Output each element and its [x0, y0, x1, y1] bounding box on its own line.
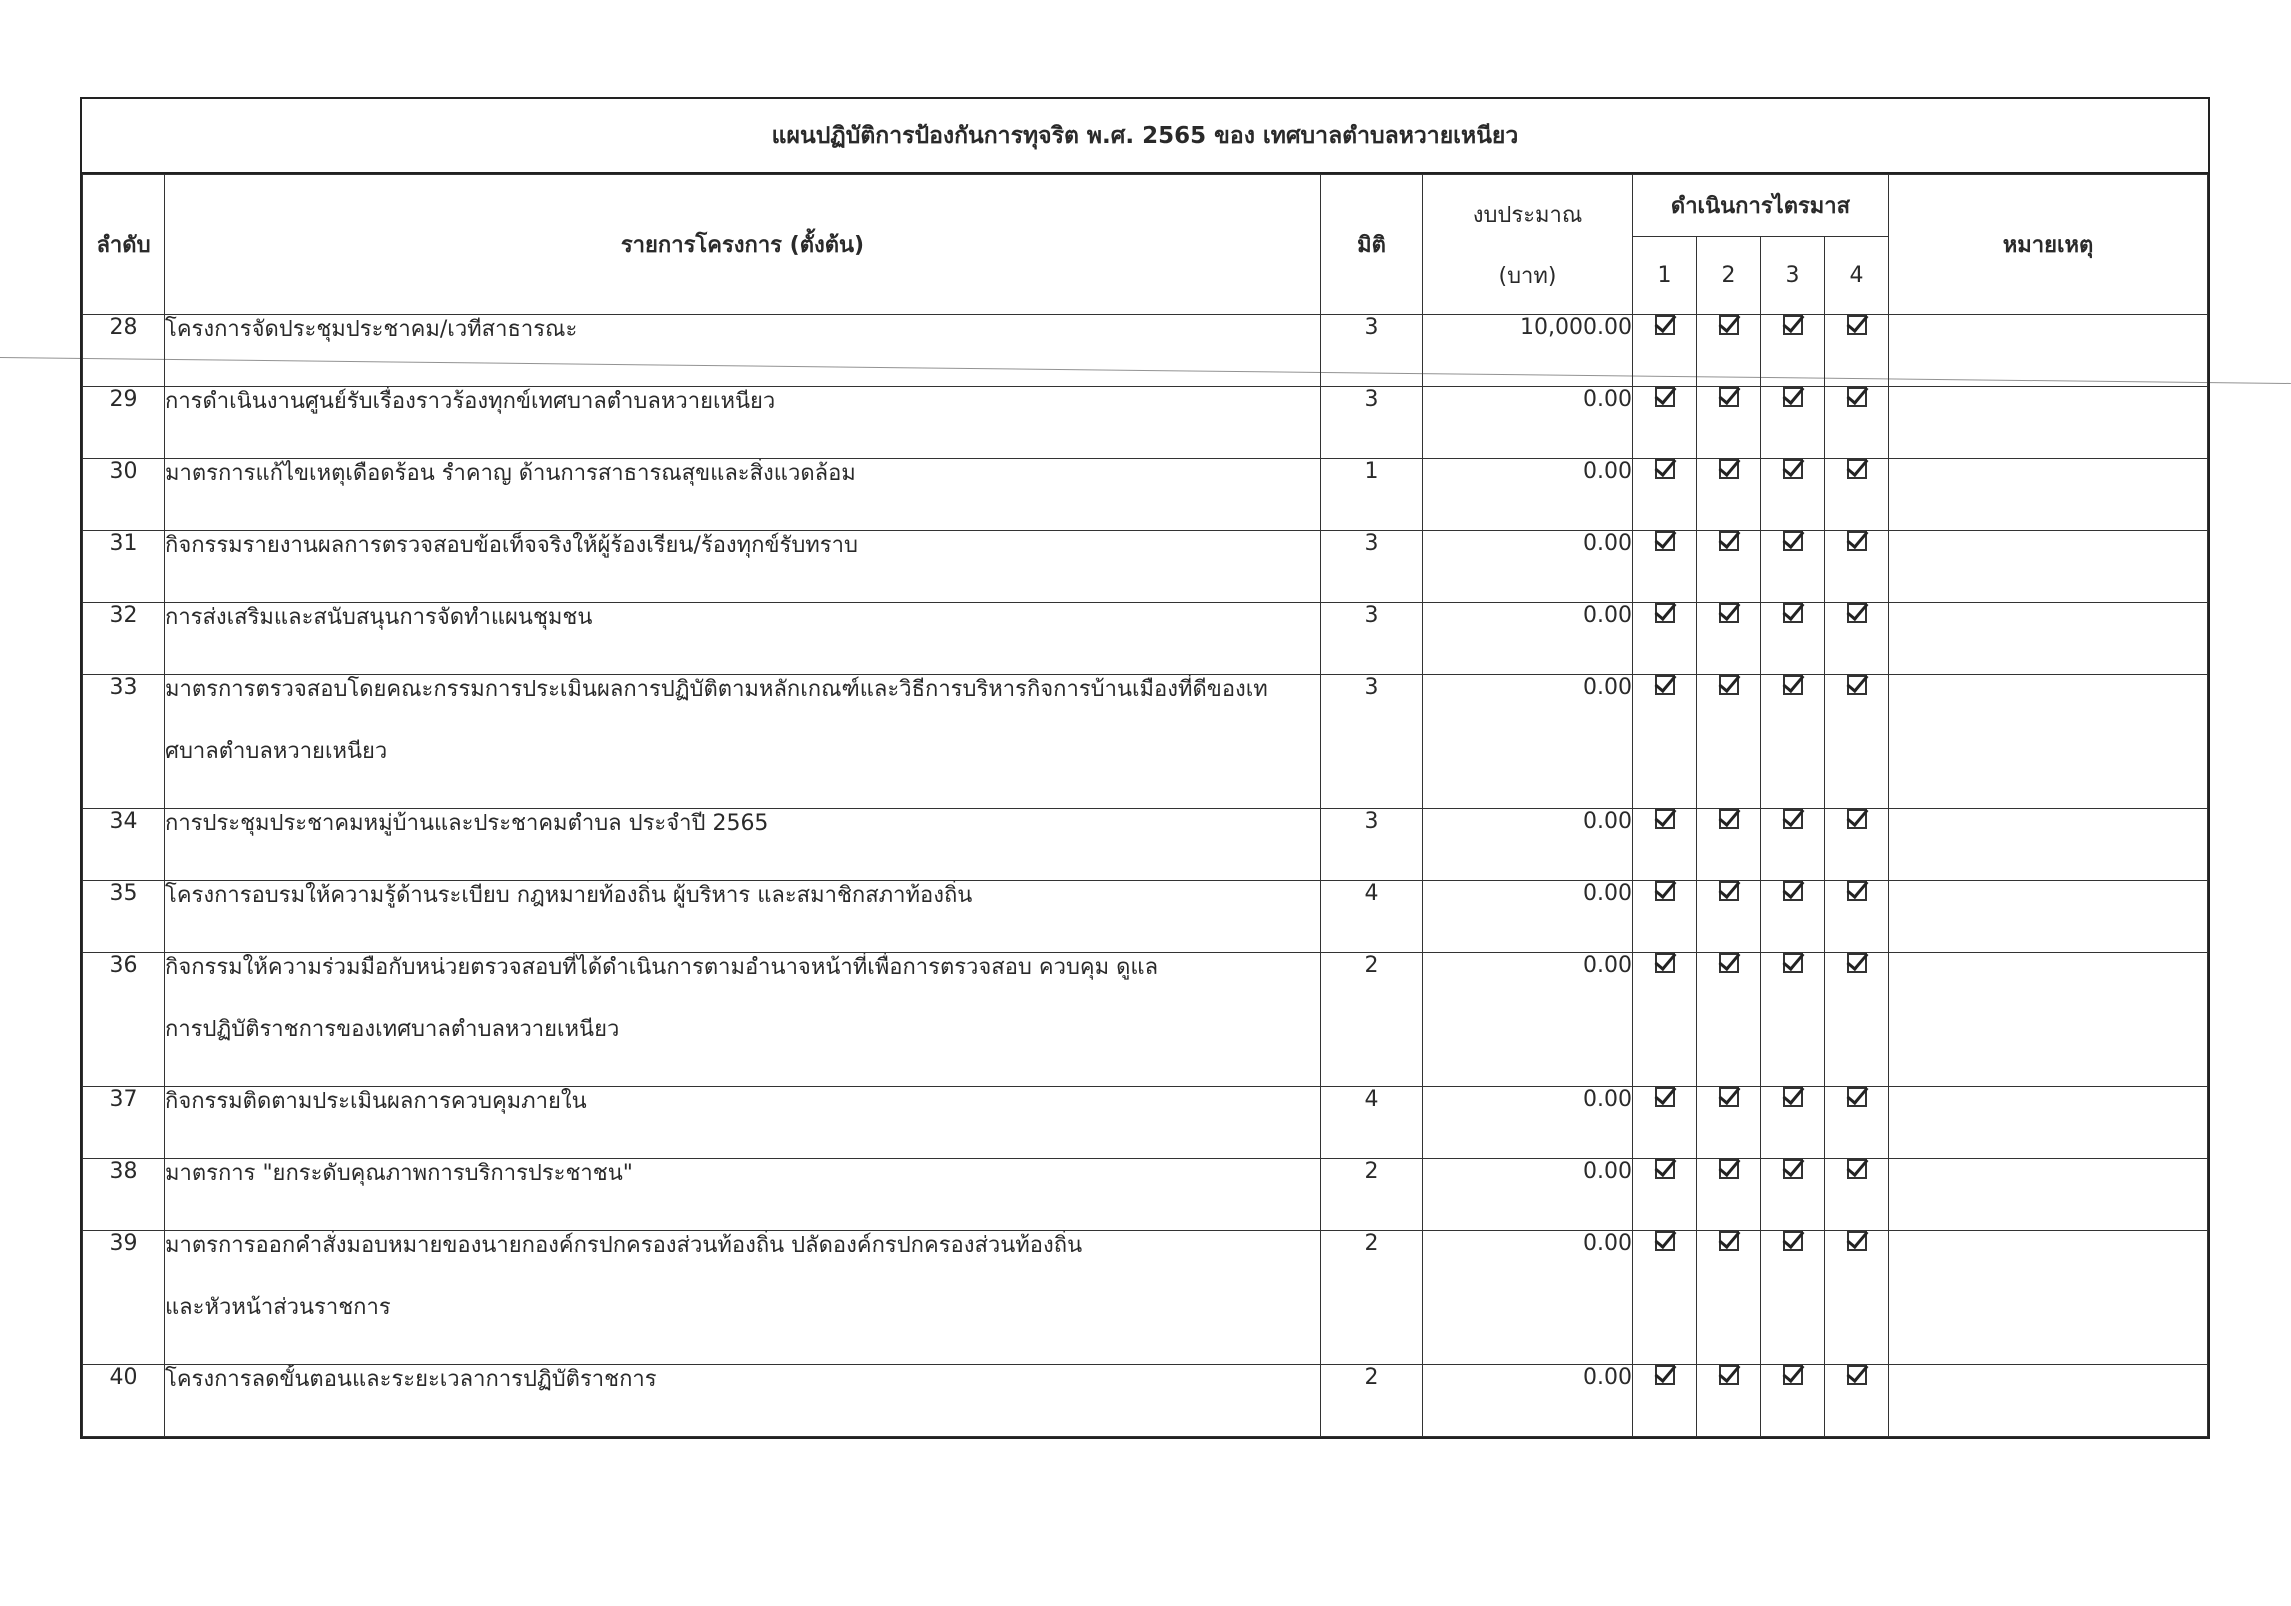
row-number: 28: [83, 315, 165, 387]
project-name-line: มาตรการ "ยกระดับคุณภาพการบริการประชาชน": [165, 1161, 633, 1186]
checked-box-icon: [1847, 1365, 1867, 1385]
row-number: 34: [83, 809, 165, 881]
remarks-cell: [1889, 459, 2208, 531]
table-row: [83, 809, 2208, 881]
quarter-2-status: [1697, 809, 1761, 881]
quarter-2-status: [1697, 953, 1761, 1087]
table-row: [83, 1159, 2208, 1231]
quarter-2-status: [1697, 1159, 1761, 1231]
checked-box-icon: [1719, 809, 1739, 829]
dimension-value: 2: [1321, 1365, 1423, 1437]
project-name: [165, 1365, 1321, 1437]
checked-box-icon: [1655, 809, 1675, 829]
checked-box-icon: [1719, 1159, 1739, 1179]
remarks-cell: [1889, 603, 2208, 675]
project-name-line: โครงการจัดประชุมประชาคม/เวทีสาธารณะ: [165, 317, 578, 342]
header-order: ลำดับ: [83, 175, 165, 315]
checked-box-icon: [1783, 675, 1803, 695]
checked-box-icon: [1847, 1159, 1867, 1179]
budget-value: 0.00: [1423, 603, 1633, 675]
quarter-4-status: [1825, 1365, 1889, 1437]
quarter-3-status: [1761, 531, 1825, 603]
checked-box-icon: [1655, 459, 1675, 479]
checked-box-icon: [1655, 531, 1675, 551]
header-quarter-group: ดำเนินการไตรมาส: [1633, 175, 1889, 237]
row-number: 32: [83, 603, 165, 675]
project-name-line: โครงการอบรมให้ความรู้ด้านระเบียบ กฎหมายท้องถิ่น ผู้บริหาร และสมาชิกสภาท้องถิ่น: [165, 883, 973, 908]
project-name: [165, 603, 1321, 675]
checked-box-icon: [1719, 459, 1739, 479]
budget-value: 0.00: [1423, 953, 1633, 1087]
checked-box-icon: [1847, 1087, 1867, 1107]
project-name: [165, 1087, 1321, 1159]
row-number: 31: [83, 531, 165, 603]
header-budget-line2: (บาท): [1498, 263, 1557, 289]
row-number: 38: [83, 1159, 165, 1231]
checked-box-icon: [1655, 1365, 1675, 1385]
quarter-4-status: [1825, 675, 1889, 809]
dimension-value: 2: [1321, 953, 1423, 1087]
checked-box-icon: [1719, 953, 1739, 973]
quarter-2-status: [1697, 1365, 1761, 1437]
checked-box-icon: [1655, 881, 1675, 901]
dimension-value: 3: [1321, 315, 1423, 387]
table-row: [83, 315, 2208, 387]
project-name-line: การส่งเสริมและสนับสนุนการจัดทำแผนชุมชน: [165, 605, 593, 630]
checked-box-icon: [1655, 675, 1675, 695]
checked-box-icon: [1847, 675, 1867, 695]
table-row: [83, 881, 2208, 953]
row-number: 29: [83, 387, 165, 459]
project-name: [165, 387, 1321, 459]
quarter-3-status: [1761, 387, 1825, 459]
table-row: [83, 603, 2208, 675]
budget-value: 0.00: [1423, 675, 1633, 809]
budget-value: 0.00: [1423, 1231, 1633, 1365]
quarter-1-status: [1633, 603, 1697, 675]
quarter-1-status: [1633, 459, 1697, 531]
checked-box-icon: [1719, 603, 1739, 623]
dimension-value: 3: [1321, 809, 1423, 881]
remarks-cell: [1889, 953, 2208, 1087]
row-number: 40: [83, 1365, 165, 1437]
quarter-3-status: [1761, 1231, 1825, 1365]
quarter-2-status: [1697, 881, 1761, 953]
remarks-cell: [1889, 1087, 2208, 1159]
quarter-4-status: [1825, 1159, 1889, 1231]
project-name-line: กิจกรรมติดตามประเมินผลการควบคุมภายใน: [165, 1089, 587, 1114]
project-name: [165, 1159, 1321, 1231]
checked-box-icon: [1783, 953, 1803, 973]
row-number: 35: [83, 881, 165, 953]
remarks-cell: [1889, 1365, 2208, 1437]
checked-box-icon: [1655, 603, 1675, 623]
checked-box-icon: [1655, 1159, 1675, 1179]
quarter-1-status: [1633, 1365, 1697, 1437]
quarter-2-status: [1697, 459, 1761, 531]
budget-value: 0.00: [1423, 1365, 1633, 1437]
quarter-1-status: [1633, 1159, 1697, 1231]
project-name-line: กิจกรรมรายงานผลการตรวจสอบข้อเท็จจริงให้ผู้ร้องเรียน/ร้องทุกข์รับทราบ: [165, 533, 858, 558]
checked-box-icon: [1719, 1231, 1739, 1251]
checked-box-icon: [1847, 1231, 1867, 1251]
checked-box-icon: [1719, 531, 1739, 551]
budget-value: 0.00: [1423, 387, 1633, 459]
plan-table-container: [80, 97, 2210, 1439]
project-name: [165, 675, 1321, 809]
quarter-1-status: [1633, 1087, 1697, 1159]
remarks-cell: [1889, 1159, 2208, 1231]
remarks-cell: [1889, 315, 2208, 387]
checked-box-icon: [1783, 603, 1803, 623]
checked-box-icon: [1719, 1365, 1739, 1385]
quarter-1-status: [1633, 675, 1697, 809]
project-name-line: มาตรการออกคำสั่งมอบหมายของนายกองค์กรปกครองส่วนท้องถิ่น ปลัดองค์กรปกครองส่วนท้องถิ่น: [165, 1233, 1083, 1258]
header-quarter-1: 1: [1633, 237, 1697, 315]
quarter-4-status: [1825, 953, 1889, 1087]
project-name-line: การดำเนินงานศูนย์รับเรื่องราวร้องทุกข์เทศบาลตำบลหวายเหนียว: [165, 389, 776, 414]
project-name-line: ศบาลตำบลหวายเหนียว: [165, 739, 388, 764]
checked-box-icon: [1719, 315, 1739, 335]
quarter-1-status: [1633, 953, 1697, 1087]
table-row: [83, 531, 2208, 603]
quarter-3-status: [1761, 953, 1825, 1087]
row-number: 37: [83, 1087, 165, 1159]
budget-value: 0.00: [1423, 1159, 1633, 1231]
remarks-cell: [1889, 809, 2208, 881]
row-number: 36: [83, 953, 165, 1087]
quarter-4-status: [1825, 603, 1889, 675]
checked-box-icon: [1847, 531, 1867, 551]
project-name-line: การปฏิบัติราชการของเทศบาลตำบลหวายเหนียว: [165, 1017, 620, 1042]
checked-box-icon: [1847, 603, 1867, 623]
project-name: [165, 315, 1321, 387]
table-row: [83, 1365, 2208, 1437]
quarter-3-status: [1761, 1087, 1825, 1159]
budget-value: 0.00: [1423, 531, 1633, 603]
header-remarks: หมายเหตุ: [1889, 175, 2208, 315]
quarter-3-status: [1761, 1365, 1825, 1437]
budget-value: 0.00: [1423, 881, 1633, 953]
project-name: [165, 459, 1321, 531]
checked-box-icon: [1783, 459, 1803, 479]
project-name: [165, 953, 1321, 1087]
quarter-3-status: [1761, 315, 1825, 387]
quarter-1-status: [1633, 1231, 1697, 1365]
remarks-cell: [1889, 675, 2208, 809]
quarter-4-status: [1825, 1231, 1889, 1365]
dimension-value: 3: [1321, 531, 1423, 603]
quarter-1-status: [1633, 881, 1697, 953]
dimension-value: 4: [1321, 1087, 1423, 1159]
quarter-2-status: [1697, 315, 1761, 387]
header-dimension: มิติ: [1321, 175, 1423, 315]
table-row: [83, 1231, 2208, 1365]
dimension-value: 3: [1321, 675, 1423, 809]
dimension-value: 2: [1321, 1231, 1423, 1365]
dimension-value: 3: [1321, 387, 1423, 459]
quarter-2-status: [1697, 1087, 1761, 1159]
dimension-value: 3: [1321, 603, 1423, 675]
project-name-line: การประชุมประชาคมหมู่บ้านและประชาคมตำบล ประจำปี 2565: [165, 811, 769, 836]
quarter-2-status: [1697, 1231, 1761, 1365]
header-quarter-4: 4: [1825, 237, 1889, 315]
checked-box-icon: [1783, 809, 1803, 829]
checked-box-icon: [1847, 809, 1867, 829]
quarter-4-status: [1825, 315, 1889, 387]
project-name-line: กิจกรรมให้ความร่วมมือกับหน่วยตรวจสอบที่ได้ดำเนินการตามอำนาจหน้าที่เพื่อการตรวจสอบ ควบคุม ดูแล: [165, 955, 1159, 980]
checked-box-icon: [1719, 1087, 1739, 1107]
remarks-cell: [1889, 531, 2208, 603]
checked-box-icon: [1847, 459, 1867, 479]
header-budget-line1: งบประมาณ: [1472, 202, 1583, 228]
header-project: รายการโครงการ (ตั้งต้น): [165, 175, 1321, 315]
project-name: [165, 881, 1321, 953]
row-number: 30: [83, 459, 165, 531]
checked-box-icon: [1655, 953, 1675, 973]
quarter-4-status: [1825, 459, 1889, 531]
checked-box-icon: [1847, 881, 1867, 901]
quarter-3-status: [1761, 1159, 1825, 1231]
checked-box-icon: [1847, 387, 1867, 407]
checked-box-icon: [1783, 1365, 1803, 1385]
header-budget: [1423, 175, 1633, 315]
checked-box-icon: [1655, 1087, 1675, 1107]
table-row: [83, 953, 2208, 1087]
budget-value: 10,000.00: [1423, 315, 1633, 387]
quarter-1-status: [1633, 809, 1697, 881]
quarter-4-status: [1825, 531, 1889, 603]
checked-box-icon: [1847, 953, 1867, 973]
quarter-4-status: [1825, 387, 1889, 459]
table-row: [83, 1087, 2208, 1159]
quarter-2-status: [1697, 387, 1761, 459]
checked-box-icon: [1783, 315, 1803, 335]
checked-box-icon: [1655, 387, 1675, 407]
quarter-3-status: [1761, 459, 1825, 531]
project-name-line: และหัวหน้าส่วนราชการ: [165, 1295, 391, 1320]
project-name: [165, 531, 1321, 603]
quarter-3-status: [1761, 603, 1825, 675]
project-name: [165, 1231, 1321, 1365]
quarter-2-status: [1697, 531, 1761, 603]
checked-box-icon: [1655, 1231, 1675, 1251]
table-row: [83, 675, 2208, 809]
checked-box-icon: [1783, 881, 1803, 901]
project-name-line: มาตรการตรวจสอบโดยคณะกรรมการประเมินผลการปฏิบัติตามหลักเกณฑ์และวิธีการบริหารกิจการบ้านเมืองที่ดีของเท: [165, 677, 1268, 702]
checked-box-icon: [1719, 387, 1739, 407]
row-number: 39: [83, 1231, 165, 1365]
budget-value: 0.00: [1423, 809, 1633, 881]
header-quarter-2: 2: [1697, 237, 1761, 315]
quarter-3-status: [1761, 809, 1825, 881]
table-row: [83, 459, 2208, 531]
checked-box-icon: [1847, 315, 1867, 335]
dimension-value: 2: [1321, 1159, 1423, 1231]
checked-box-icon: [1719, 675, 1739, 695]
checked-box-icon: [1783, 387, 1803, 407]
quarter-4-status: [1825, 809, 1889, 881]
checked-box-icon: [1655, 315, 1675, 335]
plan-rows: [83, 315, 2208, 1437]
checked-box-icon: [1783, 1159, 1803, 1179]
dimension-value: 4: [1321, 881, 1423, 953]
dimension-value: 1: [1321, 459, 1423, 531]
quarter-1-status: [1633, 387, 1697, 459]
quarter-1-status: [1633, 531, 1697, 603]
checked-box-icon: [1783, 531, 1803, 551]
page-title: แผนปฏิบัติการป้องกันการทุจริต พ.ศ. 2565 ของ เทศบาลตำบลหวายเหนียว: [82, 99, 2208, 174]
budget-value: 0.00: [1423, 459, 1633, 531]
row-number: 33: [83, 675, 165, 809]
table-row: [83, 387, 2208, 459]
checked-box-icon: [1783, 1231, 1803, 1251]
remarks-cell: [1889, 387, 2208, 459]
project-name: [165, 809, 1321, 881]
checked-box-icon: [1783, 1087, 1803, 1107]
quarter-4-status: [1825, 1087, 1889, 1159]
quarter-2-status: [1697, 675, 1761, 809]
project-name-line: มาตรการแก้ไขเหตุเดือดร้อน รำคาญ ด้านการสาธารณสุขและสิ่งแวดล้อม: [165, 461, 856, 486]
quarter-3-status: [1761, 881, 1825, 953]
remarks-cell: [1889, 881, 2208, 953]
header-quarter-3: 3: [1761, 237, 1825, 315]
quarter-2-status: [1697, 603, 1761, 675]
checked-box-icon: [1719, 881, 1739, 901]
quarter-4-status: [1825, 881, 1889, 953]
quarter-3-status: [1761, 675, 1825, 809]
budget-value: 0.00: [1423, 1087, 1633, 1159]
remarks-cell: [1889, 1231, 2208, 1365]
quarter-1-status: [1633, 315, 1697, 387]
project-name-line: โครงการลดขั้นตอนและระยะเวลาการปฏิบัติราชการ: [165, 1367, 657, 1392]
plan-table: [82, 174, 2208, 1437]
